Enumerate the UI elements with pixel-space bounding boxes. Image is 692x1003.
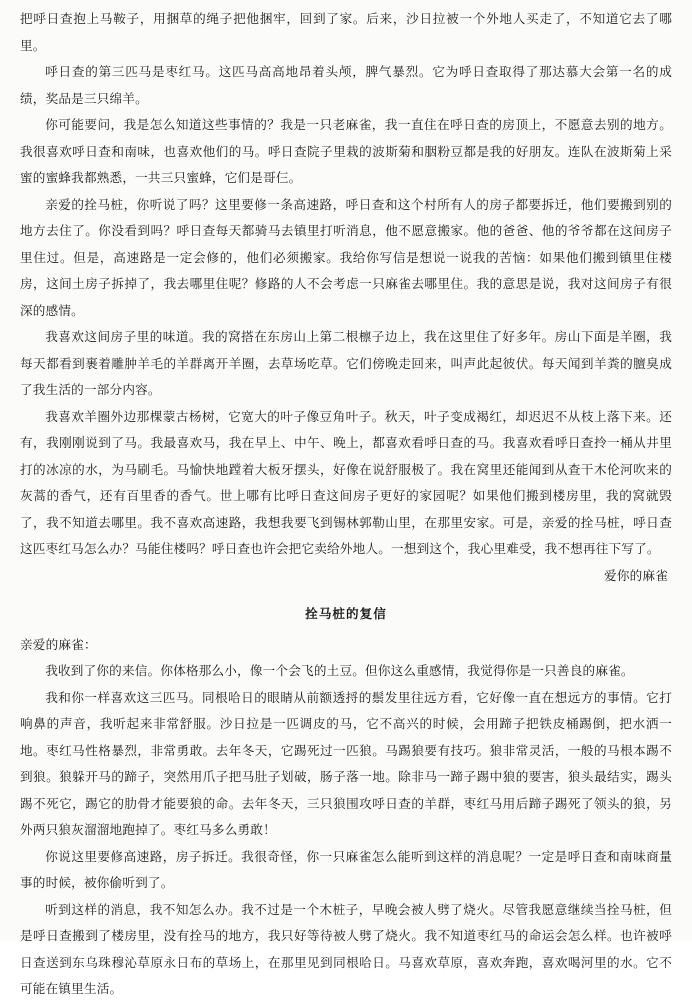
paragraph: 我收到了你的来信。你体格那么小，像一个会飞的土豆。但你这么重感情，我觉得你是一只善良的麻雀。 — [45, 663, 634, 678]
letter-signature: 爱你的麻雀 — [604, 567, 668, 583]
paragraph: 把呼日查抱上马鞍子，用捆草的绳子把他捆牢，回到了家。后来，沙日拉被一个外地人买走了，不知道它去了哪里。 — [20, 11, 672, 53]
paragraph: 我喜欢这间房子里的味道。我的窝搭在东房山上第二根檩子边上，我在这里住了好多年。房山下面是羊圈，我每天都看到裹着雕肿羊毛的羊群离开羊圈，去草场吃草。它们傍晚走回来，叫声此起彼伏。每天闻到羊粪的膻臭成了我生活的一部分内容。 — [20, 329, 672, 397]
paragraph: 听到这样的消息，我不知怎么办。我不过是一个木桩子，早晚会被人劈了烧火。尽管我愿意继续当拴马桩，但是呼日查搬到了楼房里，没有拴马的地方，我只好等待被人劈了烧火。我不知道枣红马的命运会怎么样。也许被呼日查送到东乌珠穆沁草原永日布的草场上，在那里见到同根哈日。马喜欢草原，喜欢奔跑，喜欢喝河里的水。它不可能在镇里生活。 — [20, 901, 672, 996]
reply-salutation: 亲爱的麻雀： — [20, 636, 97, 652]
paragraph: 呼日查的第三匹马是枣红马。这匹马高高地昂着头颅，脾气暴烈。它为呼日查取得了那达慕大会第一名的成绩，奖品是三只绵羊。 — [20, 64, 672, 106]
paragraph: 你可能要问，我是怎么知道这些事情的？我是一只老麻雀，我一直住在呼日查的房顶上，不愿意去别的地方。我很喜欢呼日查和南味，也喜欢他们的马。呼日查院子里栽的波斯菊和胭粉豆都是我的好朋友。连队在波斯菊上采蜜的蜜蜂我都熟悉，一共三只蜜蜂，它们是哥仨。 — [20, 117, 672, 185]
paragraph: 你说这里要修高速路，房子拆迁。我很奇怪，你一只麻雀怎么能听到这样的消息呢？一定是呼日查和南味商量事的时候，被你偷听到了。 — [20, 848, 672, 890]
paragraph: 我喜欢羊圈外边那棵蒙古杨树，它宽大的叶子像豆角叶子。秋天，叶子变成褐红，却迟迟不从枝上落下来。还有，我刚刚说到了马。我最喜欢马，我在早上、中午、晚上，都喜欢看呼日查的马。我喜欢看呼日查拎一桶从井里打的冰凉的水，为马刷毛。马愉快地蹚着大板牙摆头，好像在说舒服极了。我在窝里还能闻到从查干木伦河吹来的灰蒿的香气，还有百里香的香气。世上哪有比呼日查这间房子更好的家园呢？如果他们搬到楼房里，我的窝就毁了，我不知道去哪里。我不喜欢高速路，我想我要飞到锡林郭勒山里，在那里安家。可是，亲爱的拴马桩，呼日查这匹枣红马怎么办？马能住楼吗？呼日查也许会把它卖给外地人。一想到这个，我心里难受，我不想再往下写了。 — [20, 408, 672, 556]
paragraph: 我和你一样喜欢这三匹马。同根哈日的眼睛从前额透捋的鬃发里往远方看，它好像一直在想远方的事情。它打响鼻的声音，我听起来非常舒服。沙日拉是一匹调皮的马，它不高兴的时候，会用蹄子把铁皮桶踢倒，把水洒一地。枣红马性格暴烈，非常勇敢。去年冬天，它踢死过一匹狼。马踢狼要有技巧。狼非常灵活，一般的马根本踢不到狼。狼躲开马的蹄子，突然用爪子把马肚子划破，肠子落一地。除非马一蹄子踢中狼的要害，狼头最结实，踢头踢不死它，踢它的肋骨才能要狼的命。去年冬天，三只狼围攻呼日查的羊群，枣红马用后蹄子踢死了领头的狼，另外两只狼灰溜溜地跑掉了。枣红马多么勇敢！ — [20, 689, 672, 837]
paragraph: 亲爱的拴马桩，你听说了吗？这里要修一条高速路，呼日查和这个村所有人的房子都要拆迁，他们要搬到别的地方去住了。你没看到吗？呼日查每天都骑马去镇里打听消息，他不愿意搬家。他的爸爸、他的爷爷都在这间房子里住过。但是，高速路是一定会修的，他们必须搬家。我给你写信是想说一说我的苦恼：如果他们搬到镇里住楼房，这间土房子拆掉了，我去哪里住呢？修路的人不会考虑一只麻雀去哪里住。我的意思是说，我对这间房子有很深的感情。 — [20, 196, 672, 318]
reply-title: 拴马桩的复信 — [305, 606, 387, 621]
